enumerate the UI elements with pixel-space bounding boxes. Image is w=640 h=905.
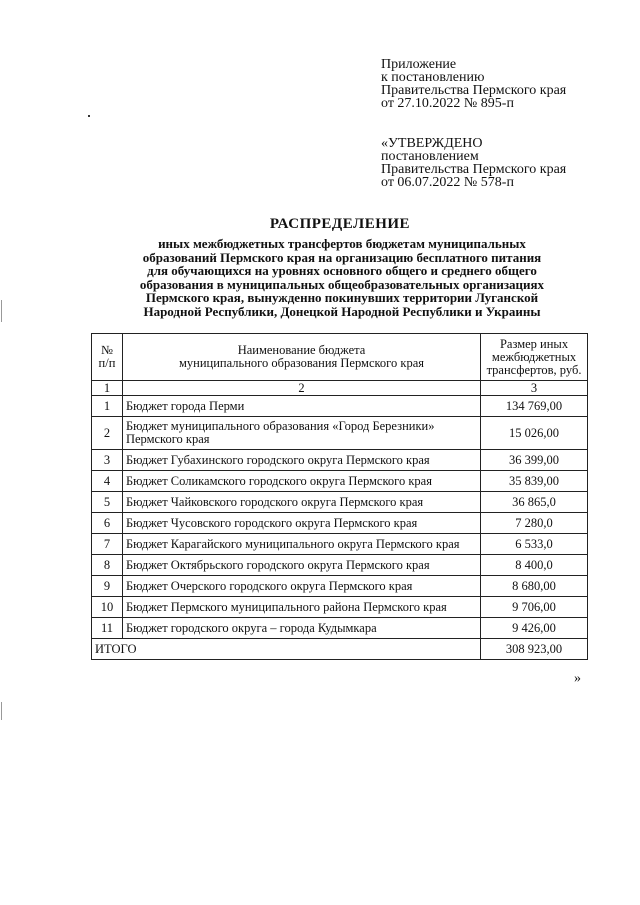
appendix-line: к постановлению xyxy=(381,70,485,85)
row-name: Бюджет Пермского муниципального района Пермского края xyxy=(122,597,480,618)
row-name: Бюджет Губахинского городского округа Пермского края xyxy=(122,450,480,471)
row-sum: 8 680,00 xyxy=(481,576,588,597)
table-row xyxy=(92,618,588,639)
table-row xyxy=(92,576,588,597)
appendix-line: Правительства Пермского края xyxy=(381,83,567,98)
appendix-line: от 27.10.2022 № 895-п xyxy=(381,96,514,111)
row-num: 6 xyxy=(92,513,123,534)
row-num: 4 xyxy=(92,471,123,492)
table-row xyxy=(92,513,588,534)
row-num: 11 xyxy=(92,618,123,639)
row-num: 9 xyxy=(92,576,123,597)
total-sum: 308 923,00 xyxy=(481,639,588,660)
subtitle-line: образований Пермского края на организацию бесплатного питания xyxy=(142,249,542,265)
table-row xyxy=(92,396,588,417)
row-num: 1 xyxy=(92,396,123,417)
subtitle-line: Пермского края, вынужденно покинувших территории Луганской xyxy=(145,290,539,305)
table-row xyxy=(92,597,588,618)
row-num: 2 xyxy=(92,417,123,450)
row-num: 7 xyxy=(92,534,123,555)
header-sum-line: межбюджетных xyxy=(491,349,577,364)
appendix-block xyxy=(381,58,566,110)
row-name: Бюджет Чусовского городского округа Пермского края xyxy=(122,513,480,534)
table-row xyxy=(92,450,588,471)
approved-block xyxy=(381,137,566,189)
row-name-line: Бюджет муниципального образования «Город Березники» xyxy=(125,419,435,433)
table-row xyxy=(92,534,588,555)
table-row xyxy=(92,492,588,513)
row-sum: 7 280,0 xyxy=(481,513,588,534)
row-num: 10 xyxy=(92,597,123,618)
row-sum: 35 839,00 xyxy=(481,471,588,492)
row-name: Бюджет Октябрьского городского округа Пермского края xyxy=(122,555,480,576)
scan-edge-mark xyxy=(1,300,2,322)
subtitle-line: образования в муниципальных общеобразовательных организациях xyxy=(139,276,545,292)
total-label: ИТОГО xyxy=(92,639,481,660)
scan-speck xyxy=(88,115,90,117)
document-title: РАСПРЕДЕЛЕНИЕ xyxy=(269,216,411,232)
approved-line: от 06.07.2022 № 578-п xyxy=(381,175,514,190)
table-row xyxy=(92,417,588,450)
row-name: Бюджет Чайковского городского округа Пермского края xyxy=(122,492,480,513)
row-num: 5 xyxy=(92,492,123,513)
row-sum: 36 865,0 xyxy=(481,492,588,513)
column-index: 2 xyxy=(122,381,480,396)
distribution-table xyxy=(91,333,588,660)
column-index-row xyxy=(92,381,588,396)
header-num-line: п/п xyxy=(98,356,116,370)
row-name: Бюджет Очерского городского округа Пермского края xyxy=(122,576,480,597)
column-index: 1 xyxy=(92,381,123,396)
row-num: 8 xyxy=(92,555,123,576)
approved-line: «УТВЕРЖДЕНО xyxy=(381,136,483,151)
row-sum: 134 769,00 xyxy=(481,396,588,417)
header-name xyxy=(122,334,480,381)
header-num xyxy=(92,334,123,381)
header-name-line: муниципального образования Пермского края xyxy=(179,356,424,370)
row-name: Бюджет города Перми xyxy=(122,396,480,417)
header-sum-line: Размер иных xyxy=(499,336,569,351)
appendix-line: Приложение xyxy=(381,57,457,72)
scan-edge-mark xyxy=(1,702,2,720)
row-sum: 8 400,0 xyxy=(481,555,588,576)
row-name: Бюджет Соликамского городского округа Пермского края xyxy=(122,471,480,492)
table-header-row xyxy=(92,334,588,381)
row-sum: 15 026,00 xyxy=(481,417,588,450)
total-row xyxy=(92,639,588,660)
subtitle-line: Народной Республики, Донецкой Народной Республики и Украины xyxy=(143,303,541,319)
table-row xyxy=(92,555,588,576)
row-sum: 9 706,00 xyxy=(481,597,588,618)
row-name: Бюджет Карагайского муниципального округа Пермского края xyxy=(122,534,480,555)
row-name xyxy=(122,417,480,450)
subtitle-line: для обучающихся на уровнях основного общего и среднего общего xyxy=(147,263,537,278)
row-sum: 6 533,0 xyxy=(481,534,588,555)
header-name-line: Наименование бюджета xyxy=(237,343,366,357)
subtitle-line: иных межбюджетных трансфертов бюджетам муниципальных xyxy=(158,236,526,251)
row-name: Бюджет городского округа – города Кудымкара xyxy=(122,618,480,639)
row-sum: 9 426,00 xyxy=(481,618,588,639)
header-sum-line: трансфертов, руб. xyxy=(486,362,582,377)
column-index: 3 xyxy=(481,381,588,396)
row-sum: 36 399,00 xyxy=(481,450,588,471)
table-row xyxy=(92,471,588,492)
document-subtitle xyxy=(92,237,592,318)
row-num: 3 xyxy=(92,450,123,471)
header-num-line: № xyxy=(101,343,113,357)
header-sum xyxy=(481,334,588,381)
approved-line: Правительства Пермского края xyxy=(381,162,567,177)
closing-quote: » xyxy=(574,671,581,686)
approved-line: постановлением xyxy=(381,149,479,164)
row-name-line: Пермского края xyxy=(125,432,210,446)
